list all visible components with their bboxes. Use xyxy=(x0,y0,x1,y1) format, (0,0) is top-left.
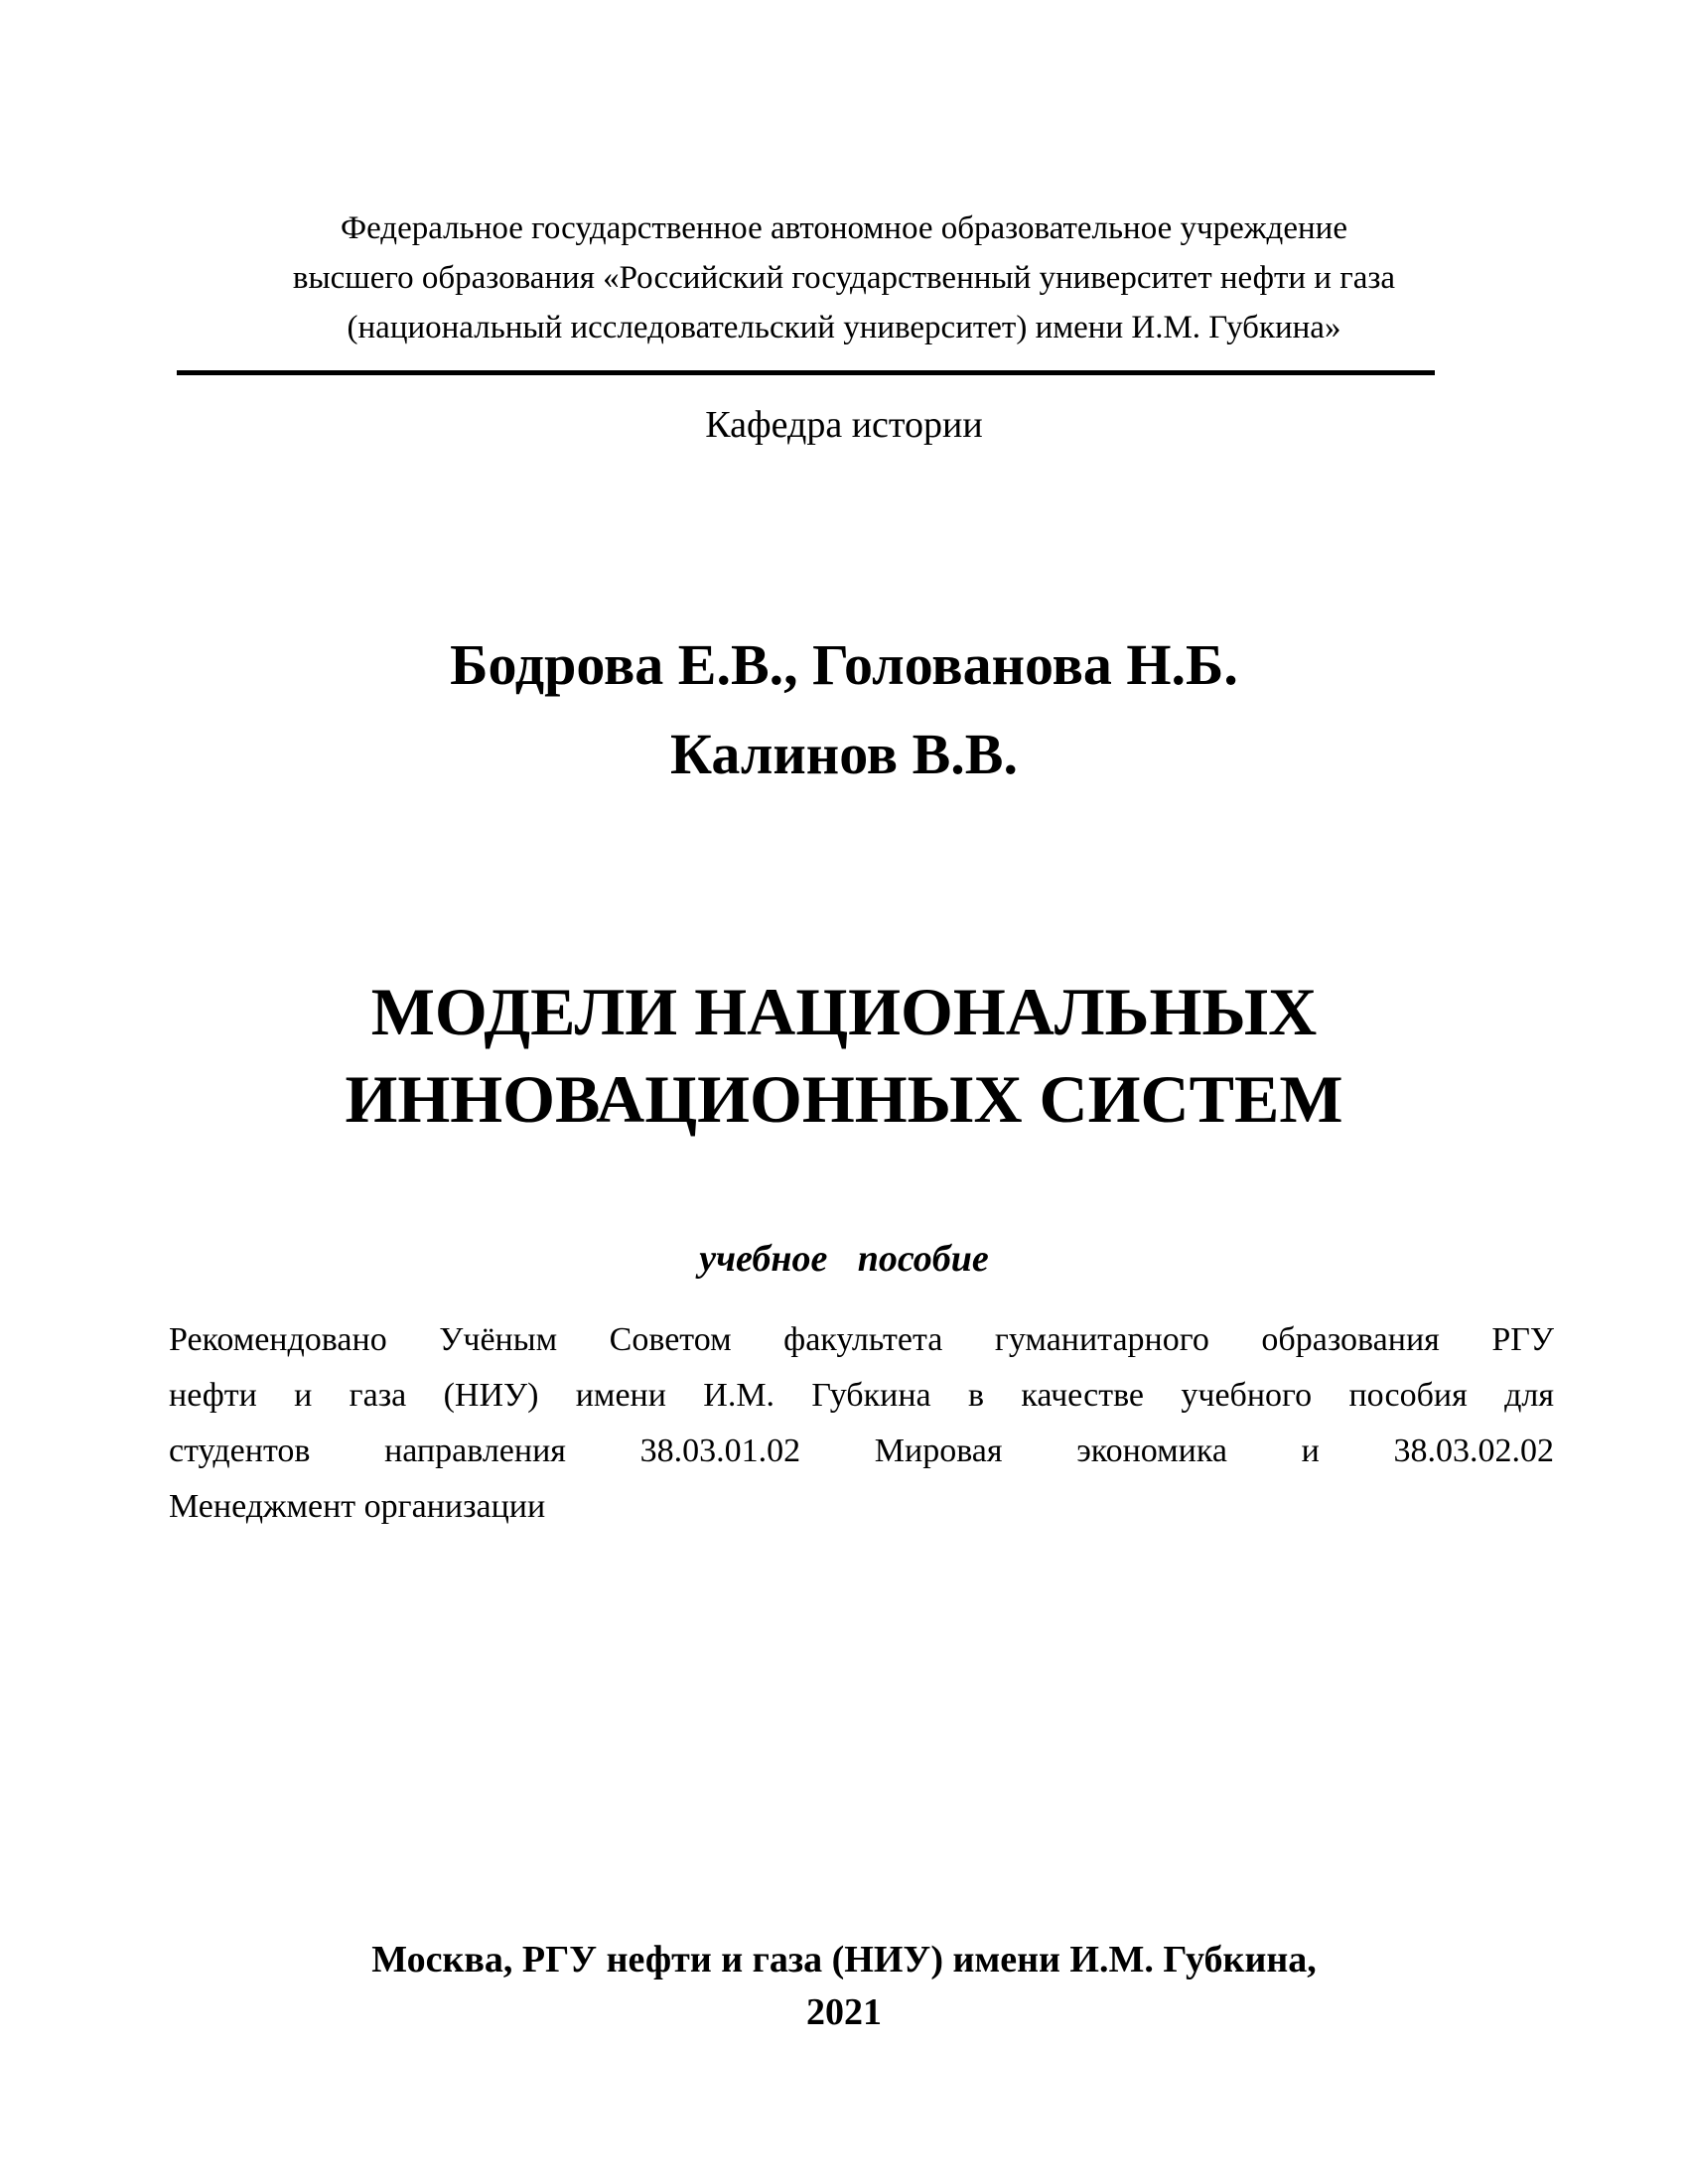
subtitle: учебное пособие xyxy=(699,1238,989,1280)
university-header-line-1: Федеральное государственное автономное образовательное учреждение xyxy=(341,210,1347,246)
authors-line-1: Бодрова Е.В., Голованова Н.Б. xyxy=(450,632,1238,697)
department-title: Кафедра истории xyxy=(705,404,983,446)
imprint-year: 2021 xyxy=(806,1991,882,2033)
recommendation-line-3: студентов направления 38.03.01.02 Мировая экономика и 38.03.02.02 xyxy=(169,1433,1554,1469)
book-title-line-1: МОДЕЛИ НАЦИОНАЛЬНЫХ xyxy=(370,974,1318,1049)
recommendation-line-2: нефти и газа (НИУ) имени И.М. Губкина в качестве учебного пособия для xyxy=(169,1377,1554,1414)
book-title-line-2: ИННОВАЦИОННЫХ СИСТЕМ xyxy=(345,1061,1343,1137)
section-divider xyxy=(177,370,1435,375)
recommendation-line-4: Менеджмент организации xyxy=(169,1488,546,1525)
recommendation-line-1: Рекомендовано Учёным Советом факультета гуманитарного образования РГУ xyxy=(169,1321,1554,1358)
university-header-line-2: высшего образования «Российский государственный университет нефти и газа xyxy=(292,260,1396,296)
recommendation-paragraph xyxy=(169,1312,1554,1535)
imprint xyxy=(50,1934,1638,2039)
imprint-city-line: Москва, РГУ нефти и газа (НИУ) имени И.М. Губкина, xyxy=(371,1939,1317,1980)
authors xyxy=(50,620,1638,799)
university-header-line-3: (национальный исследовательский университет) имени И.М. Губкина» xyxy=(347,310,1341,345)
book-title xyxy=(50,968,1638,1143)
authors-line-2: Калинов В.В. xyxy=(670,722,1018,786)
university-header xyxy=(144,204,1544,352)
